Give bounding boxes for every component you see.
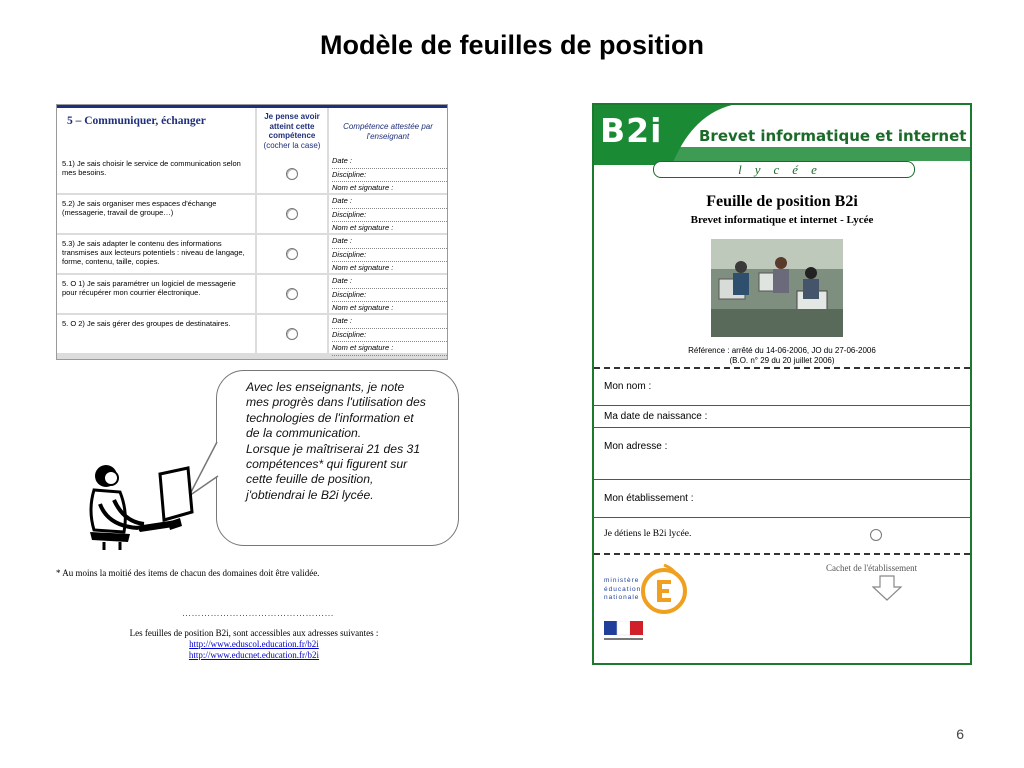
- sheet-bottom-border: [594, 663, 970, 665]
- dashed-separator: [594, 553, 970, 555]
- teacher-attestation-header: Compétence attestée par l'enseignant: [329, 108, 447, 155]
- attest-discipline: Discipline:: [332, 329, 447, 343]
- competence-item: 5. O 1) Je sais paramétrer un logiciel de messagerie pour récupérer mon courrier électronique.: [57, 275, 255, 313]
- arrow-down-icon: [872, 575, 902, 601]
- attestation-cell: [329, 195, 447, 233]
- student-computer-illustration: [84, 460, 202, 552]
- table-row: [57, 315, 447, 355]
- bubble-line: de la communication.: [246, 426, 362, 441]
- self-check-radio[interactable]: [286, 168, 298, 180]
- field-separator: [594, 405, 970, 406]
- field-naissance: Ma date de naissance :: [604, 411, 708, 422]
- footnote: * Au moins la moitié des items de chacun des domaines doit être validée.: [56, 568, 320, 578]
- field-etablissement: Mon établissement :: [604, 493, 694, 504]
- bubble-line: cette feuille de position,: [246, 472, 374, 487]
- attest-discipline: Discipline:: [332, 249, 447, 263]
- links-intro: Les feuilles de position B2i, sont accessibles aux adresses suivantes :: [129, 628, 379, 638]
- attestation-cell: [329, 155, 447, 193]
- attest-signature: Nom et signature :: [332, 302, 447, 316]
- reference-block: [594, 346, 970, 366]
- attestation-cell: [329, 235, 447, 273]
- self-check-radio[interactable]: [286, 328, 298, 340]
- reference-line-2: (B.O. n° 29 du 20 juillet 2006): [729, 356, 835, 365]
- field-separator: [594, 517, 970, 518]
- attest-date: Date :: [332, 235, 447, 249]
- self-assessment-label: Je pense avoir atteint cette compétence: [264, 112, 320, 140]
- links-block: [96, 628, 412, 661]
- self-check-radio[interactable]: [286, 208, 298, 220]
- reference-line-1: Référence : arrêté du 14-06-2006, JO du 27-06-2006: [688, 346, 876, 355]
- green-swoosh: [672, 105, 970, 165]
- slide-title: Modèle de feuilles de position: [319, 30, 705, 60]
- ministry-line: éducation: [604, 585, 642, 593]
- self-check-radio[interactable]: [286, 248, 298, 260]
- competence-item: 5.3) Je sais adapter le contenu des informations transmises aux lecteurs potentiels : niveau de langage, forme, contenu, taille, copies.: [57, 235, 255, 273]
- competence-item: 5.2) Je sais organiser mes espaces d'échange (messagerie, travail de groupe…): [57, 195, 255, 233]
- attest-discipline: Discipline:: [332, 209, 447, 223]
- competence-item: 5.1) Je sais choisir le service de communication selon mes besoins.: [57, 155, 255, 193]
- bubble-line: Lorsque je maîtriserai 21 des 31: [246, 441, 421, 456]
- attest-discipline: Discipline:: [332, 289, 447, 303]
- table-header: [57, 105, 447, 155]
- field-adresse: Mon adresse :: [604, 441, 668, 452]
- attest-date: Date :: [332, 195, 447, 209]
- ministry-label: [604, 577, 641, 603]
- table-row: [57, 275, 447, 315]
- attest-signature: Nom et signature :: [332, 342, 447, 356]
- attest-signature: Nom et signature :: [332, 222, 447, 236]
- table-row: [57, 195, 447, 235]
- bubble-line: j'obtiendrai le B2i lycée.: [246, 487, 374, 502]
- b2i-brand: Brevet informatique et internet: [699, 127, 967, 145]
- dashed-separator: [594, 367, 970, 369]
- section-title: 5 – Communiquer, échanger: [57, 108, 255, 155]
- self-assessment-header: [257, 108, 327, 155]
- education-logo-icon: [640, 563, 688, 615]
- attest-signature: Nom et signature :: [332, 262, 447, 276]
- lycee-banner: lycée: [653, 161, 915, 178]
- self-assessment-sublabel: (cocher la case): [263, 140, 321, 150]
- attestation-cell: [329, 315, 447, 353]
- ministry-line: ministère: [604, 577, 640, 584]
- attestation-cell: [329, 275, 447, 313]
- table-row: [57, 235, 447, 275]
- attest-date: Date :: [332, 315, 447, 329]
- bubble-line: technologies de l'information et: [246, 410, 414, 425]
- dotted-separator: …………………………………………: [182, 608, 334, 618]
- table-row: [57, 155, 447, 195]
- attest-date: Date :: [332, 275, 447, 289]
- field-separator: [594, 479, 970, 480]
- sheet-subtitle: Brevet informatique et internet - Lycée: [690, 214, 874, 226]
- bubble-line: Avec les enseignants, je note: [246, 380, 405, 394]
- field-separator: [594, 427, 970, 428]
- competence-item: 5. O 2) Je sais gérer des groupes de destinataires.: [57, 315, 255, 353]
- self-check-radio[interactable]: [286, 288, 298, 300]
- educnet-link[interactable]: http://www.educnet.education.fr/b2i: [188, 650, 320, 660]
- french-republic-logo: [604, 621, 644, 643]
- ministry-line: nationale: [604, 594, 640, 601]
- attest-date: Date :: [332, 155, 447, 169]
- stamp-label: Cachet de l'établissement: [826, 563, 918, 573]
- eduscol-link[interactable]: http://www.eduscol.education.fr/b2i: [189, 639, 319, 649]
- bubble-line: mes progrès dans l'utilisation des: [246, 395, 426, 410]
- attest-discipline: Discipline:: [332, 169, 447, 183]
- attest-signature: Nom et signature :: [332, 182, 447, 196]
- competences-table: [56, 104, 448, 360]
- b2i-holder-radio[interactable]: [870, 529, 882, 541]
- bubble-line: compétences* qui figurent sur: [246, 457, 408, 472]
- sheet-title: Feuille de position B2i: [706, 193, 858, 210]
- classroom-photo: [711, 239, 843, 337]
- b2i-position-sheet: [592, 103, 972, 665]
- speech-bubble-text: [246, 380, 456, 503]
- b2i-holder-label: Je détiens le B2i lycée.: [604, 529, 692, 539]
- page-number: 6: [956, 726, 964, 742]
- field-nom: Mon nom :: [604, 381, 652, 392]
- b2i-logo: B2i: [600, 111, 663, 150]
